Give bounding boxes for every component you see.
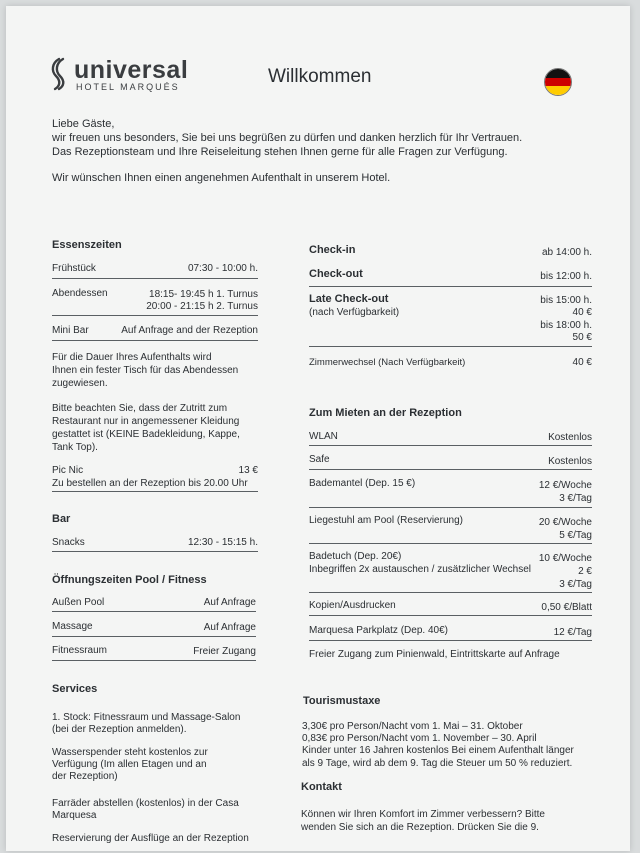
note-line: Tank Top). <box>52 442 98 453</box>
rent-label: Marquesa Parkplatz (Dep. 40€) <box>309 625 448 636</box>
service-line: 1. Stock: Fitnessraum und Massage-Salon <box>52 712 241 723</box>
rent-price: Kostenlos <box>548 456 592 467</box>
divider <box>309 286 592 287</box>
tax-line: Kinder unter 16 Jahren kostenlos Bei einem Aufenthalt länger <box>302 745 574 756</box>
divider <box>309 507 592 508</box>
late-price: 50 € <box>572 332 592 343</box>
divider <box>309 615 592 616</box>
rent-price: 2 € <box>578 566 592 577</box>
rent-label: Liegestuhl am Pool (Reservierung) <box>309 515 463 526</box>
note-line: zugewiesen. <box>52 378 108 389</box>
intro-line: Wir wünschen Ihnen einen angenehmen Aufenthalt in unserem Hotel. <box>52 172 391 184</box>
picnic-price: 13 € <box>238 465 258 476</box>
massage-label: Massage <box>52 621 93 632</box>
rent-label: Bademantel (Dep. 15 €) <box>309 478 416 489</box>
page-title: Willkommen <box>268 66 372 87</box>
late-checkout-label: Late Check-out <box>309 293 389 305</box>
divider <box>309 592 592 593</box>
checkin-time: ab 14:00 h. <box>541 247 592 258</box>
checkout-time: bis 12:00 h. <box>540 271 592 282</box>
meal-time: 18:15- 19:45 h 1. Turnus <box>149 289 258 300</box>
rent-price: 3 €/Tag <box>559 579 592 590</box>
intro-line: Das Rezeptionsteam und Ihre Reiseleitung stehen Ihnen gerne für alle Fragen zur Verfügung. <box>52 146 508 158</box>
picnic-label: Pic Nic <box>52 465 84 476</box>
section-heading: Tourismustaxe <box>303 695 381 707</box>
rent-price: 3 €/Tag <box>559 493 592 504</box>
meal-time: 07:30 - 10:00 h. <box>187 263 258 274</box>
section-heading: Essenszeiten <box>52 239 122 251</box>
rent-price: 12 €/Woche <box>538 480 592 491</box>
rent-price: 10 €/Woche <box>538 553 592 564</box>
section-heading: Öffnungszeiten Pool / Fitness <box>52 574 207 586</box>
snacks-time: 12:30 - 15:15 h. <box>187 537 258 548</box>
rent-price: 12 €/Tag <box>553 627 592 638</box>
service-line: der Rezeption) <box>52 771 118 782</box>
note-line: Restaurant nur in angemessener Kleidung <box>52 416 240 427</box>
rent-note: Inbegriffen 2x austauschen / zusätzlicher Wechsel <box>309 564 531 575</box>
late-time: bis 18:00 h. <box>540 320 592 331</box>
note-line: Für die Dauer Ihres Aufenthalts wird <box>52 352 212 363</box>
zimmerwechsel-label: Zimmerwechsel (Nach Verfügbarkeit) <box>309 357 466 368</box>
tax-line: 3,30€ pro Person/Nacht vom 1. Mai – 31. Oktober <box>302 721 523 732</box>
german-flag-icon <box>544 68 572 96</box>
rent-price: 20 €/Woche <box>538 517 592 528</box>
late-price: 40 € <box>572 307 592 318</box>
checkout-label: Check-out <box>309 268 363 280</box>
checkin-label: Check-in <box>309 244 356 256</box>
section-heading: Bar <box>52 513 71 525</box>
note-line: Ihnen ein fester Tisch für das Abendessen <box>52 365 239 376</box>
divider <box>309 469 592 470</box>
section-heading: Kontakt <box>301 781 342 793</box>
rent-price: Kostenlos <box>548 432 592 443</box>
note-line: Bitte beachten Sie, dass der Zutritt zum <box>52 403 228 414</box>
divider <box>52 611 256 612</box>
rent-price: 0,50 €/Blatt <box>541 602 592 613</box>
service-line: Verfügung (Im allen Etagen und an <box>52 759 207 770</box>
divider <box>52 636 256 637</box>
tax-line: als 9 Tage, wird ab dem 9. Tag die Steuer um 50 % reduziert. <box>302 758 573 769</box>
meal-label: Frühstück <box>52 263 96 274</box>
brand-name: universal <box>74 56 189 84</box>
meal-time: 20:00 - 21:15 h 2. Turnus <box>146 301 258 312</box>
pinienwald-note: Freier Zugang zum Pinienwald, Eintrittskarte auf Anfrage <box>309 649 560 660</box>
service-line: Reservierung der Ausflüge an der Rezeption <box>52 833 249 844</box>
greeting: Liebe Gäste, <box>52 118 115 130</box>
pool-value: Auf Anfrage <box>203 597 256 608</box>
tax-line: 0,83€ pro Person/Nacht vom 1. November – 30. April <box>302 733 537 744</box>
hotel-logo-icon <box>47 57 71 91</box>
divider <box>52 491 258 492</box>
divider <box>309 543 592 544</box>
meal-label: Abendessen <box>52 288 108 299</box>
massage-value: Auf Anfrage <box>203 622 256 633</box>
late-checkout-note: (nach Verfügbarkeit) <box>309 307 400 318</box>
intro-line: wir freuen uns besonders, Sie bei uns begrüßen zu dürfen und danken herzlich für Ihr Vertrauen. <box>52 132 523 144</box>
brand-subtitle: HOTEL MARQUÉS <box>76 82 180 92</box>
pool-label: Außen Pool <box>52 597 105 608</box>
section-heading: Services <box>52 683 98 695</box>
rent-label: Safe <box>309 454 330 465</box>
service-line: Wasserspender steht kostenlos zur <box>52 747 208 758</box>
contact-line: Können wir Ihren Komfort im Zimmer verbessern? Bitte <box>301 809 545 820</box>
snacks-label: Snacks <box>52 537 85 548</box>
minibar-label: Mini Bar <box>52 325 89 336</box>
contact-line: wenden Sie sich an die Rezeption. Drücken Sie die 9. <box>301 822 539 833</box>
divider <box>309 445 592 446</box>
divider <box>309 346 592 347</box>
rent-price: 5 €/Tag <box>559 530 592 541</box>
late-time: bis 15:00 h. <box>540 295 592 306</box>
divider <box>52 278 258 279</box>
service-line: (bei der Rezeption anmelden). <box>52 724 187 735</box>
section-heading: Zum Mieten an der Rezeption <box>309 407 462 419</box>
divider <box>52 660 256 661</box>
picnic-note: Zu bestellen an der Rezeption bis 20.00 Uhr <box>52 478 248 489</box>
rent-label: WLAN <box>309 431 338 442</box>
service-line: Farräder abstellen (kostenlos) in der Casa <box>52 798 239 809</box>
minibar-value: Auf Anfrage and der Rezeption <box>121 325 258 336</box>
note-line: gestattet ist (KEINE Badekleidung, Kappe, <box>52 429 240 440</box>
service-line: Marquesa <box>52 810 97 821</box>
rent-label: Kopien/Ausdrucken <box>309 600 396 611</box>
rent-label: Badetuch (Dep. 20€) <box>309 551 402 562</box>
divider <box>52 315 258 316</box>
fitness-label: Fitnessraum <box>52 645 108 656</box>
divider <box>52 340 258 341</box>
zimmerwechsel-price: 40 € <box>572 357 592 368</box>
divider <box>52 551 258 552</box>
divider <box>309 640 592 641</box>
fitness-value: Freier Zugang <box>193 646 256 657</box>
